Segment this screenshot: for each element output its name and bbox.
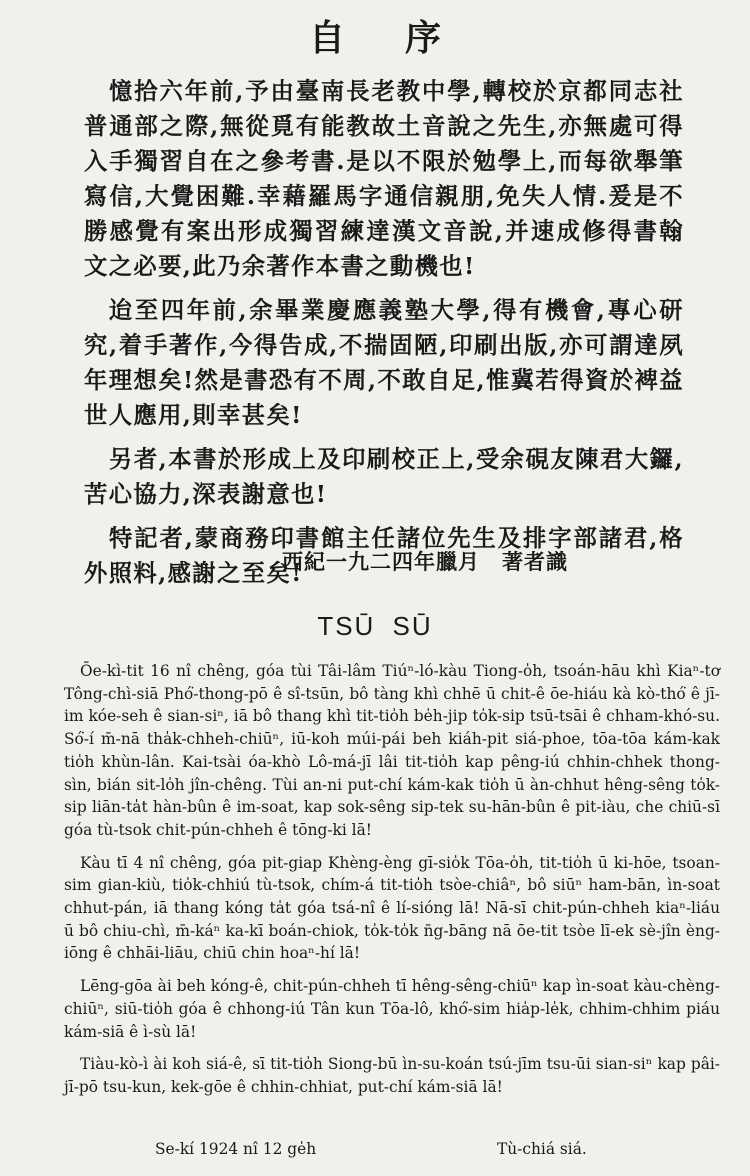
preface-title-chinese: 自序 bbox=[308, 17, 501, 59]
date-romanized: Se-kí 1924 nî 12 ge̍h bbox=[155, 1140, 317, 1158]
paragraph-cn-1: 憶拾六年前,予由臺南長老教中學,轉校於京都同志社普通部之際,無從覓有能教故土音說之先生,亦無處可得入手獨習自在之參考書.是以不限於勉學上,而每欲舉筆寫信,大覺困難.幸藉羅馬字通信親朋,免失人情.爰是不勝感覺有案出形成獨習練達漢文音說,并速成修得書翰文之必要,此乃余著作本書之動機也! bbox=[84, 78, 684, 280]
preface-title-romanized: TSŪ SŪ bbox=[317, 611, 433, 641]
preface-body-romanized bbox=[64, 660, 720, 1109]
signature-chinese: 西紀一九二四年臘月 著者識 bbox=[282, 549, 568, 574]
paragraph-cn-4: 特記者,蒙商務印書館主任諸位先生及排字部諸君,格外照料,感謝之至矣! bbox=[84, 525, 684, 587]
paragraph-cn-2: 迨至四年前,余畢業慶應義塾大學,得有機會,專心研究,着手著作,今得告成,不揣固陋,印刷出版,亦可謂達夙年理想矣!然是書恐有不周,不敢自足,惟冀若得資於裨益世人應用,則幸甚矣! bbox=[84, 297, 684, 429]
paragraph-cn-3: 另者,本書於形成上及印刷校正上,受余硯友陳君大鑼,苦心協力,深表謝意也! bbox=[84, 446, 684, 508]
paragraph-poj-4: Tiàu-kò-ì ài koh siá-ê, sī tit-tio̍h Siong-bū ìn-su-koán tsú-jīm tsu-ūi sian-siⁿ kap pâi-jī-pō tsu-kun, kek-gōe ê chhin-chhiat, put-chí kám-siā lā! bbox=[64, 1055, 720, 1096]
paragraph-poj-2: Kàu tī 4 nî chêng, góa pit-giap Khèng-èng gī-sio̍k Tōa-o̍h, tit-tio̍h ū ki-hōe, tsoan-sim gian-kiù, tio̍k-chhiú tù-tsok, chím-á tit-tio̍h tsòe-chiâⁿ, bô siūⁿ ham-bān, ìn-soat chhut-pán, iā thang kóng ta̍t góa tsá-nî ê lí-sióng lā! Nā-sī chit-pún-chheh kiaⁿ-liáu ū bô chiu-chì, m̄-káⁿ ka-kī boán-chiok, to̍k-to̍k n̄g-bāng nā ōe-tit tsòe lī-ek sè-jîn èng-iōng ê chhāi-liāu, chiū chin hoaⁿ-hí lā! bbox=[64, 853, 720, 963]
author-romanized: Tù-chiá siá. bbox=[497, 1140, 587, 1158]
paragraph-poj-3: Lēng-gōa ài beh kóng-ê, chit-pún-chheh tī hêng-sêng-chiūⁿ kap ìn-soat kàu-chèng-chiūⁿ, siū-tio̍h góa ê chhong-iú Tân kun Tōa-lô, khó͘-sim hia̍p-le̍k, chhim-chhim piáu kám-siā ê ì-sù lā! bbox=[64, 977, 720, 1041]
paragraph-poj-1: Ōe-kì-tit 16 nî chêng, góa tùi Tâi-lâm Tiúⁿ-ló-kàu Tiong-o̍h, tsoán-hāu khì Kiaⁿ-tơ Tông-chì-siā Phó͘-thong-pō ê sî-tsūn, bô tàng khì chhē ū chit-ê ōe-hiáu kà kò-thó͘ ê jī-im kóe-seh ê sian-siⁿ, iā bô thang khì tit-tio̍h be̍h-jip to̍k-sip tsū-tsāi ê chham-khó-su. Só͘-í m̄-nā tha̍k-chheh-chiūⁿ, iū-koh múi-pái beh kiáh-pit siá-phoe, tōa-tōa kám-kak tio̍h khùn-lân. Kai-tsài óa-khò Lô-má-jī lâi tit-tio̍h kap pêng-iú chhin-chhek thong-sìn, bián sit-lo̍h jîn-chêng. Tùi an-ni put-chí kám-kak tio̍h ū àn-chhut hêng-sêng to̍k-sip liān-ta̍t hàn-bûn ê im-soat, kap sok-sêng sip-tek su-hān-bûn ê pit-iàu, che chiū-sī góa tù-tsok chit-pún-chheh ê tōng-ki lā! bbox=[64, 662, 720, 839]
preface-body-chinese bbox=[84, 74, 684, 600]
